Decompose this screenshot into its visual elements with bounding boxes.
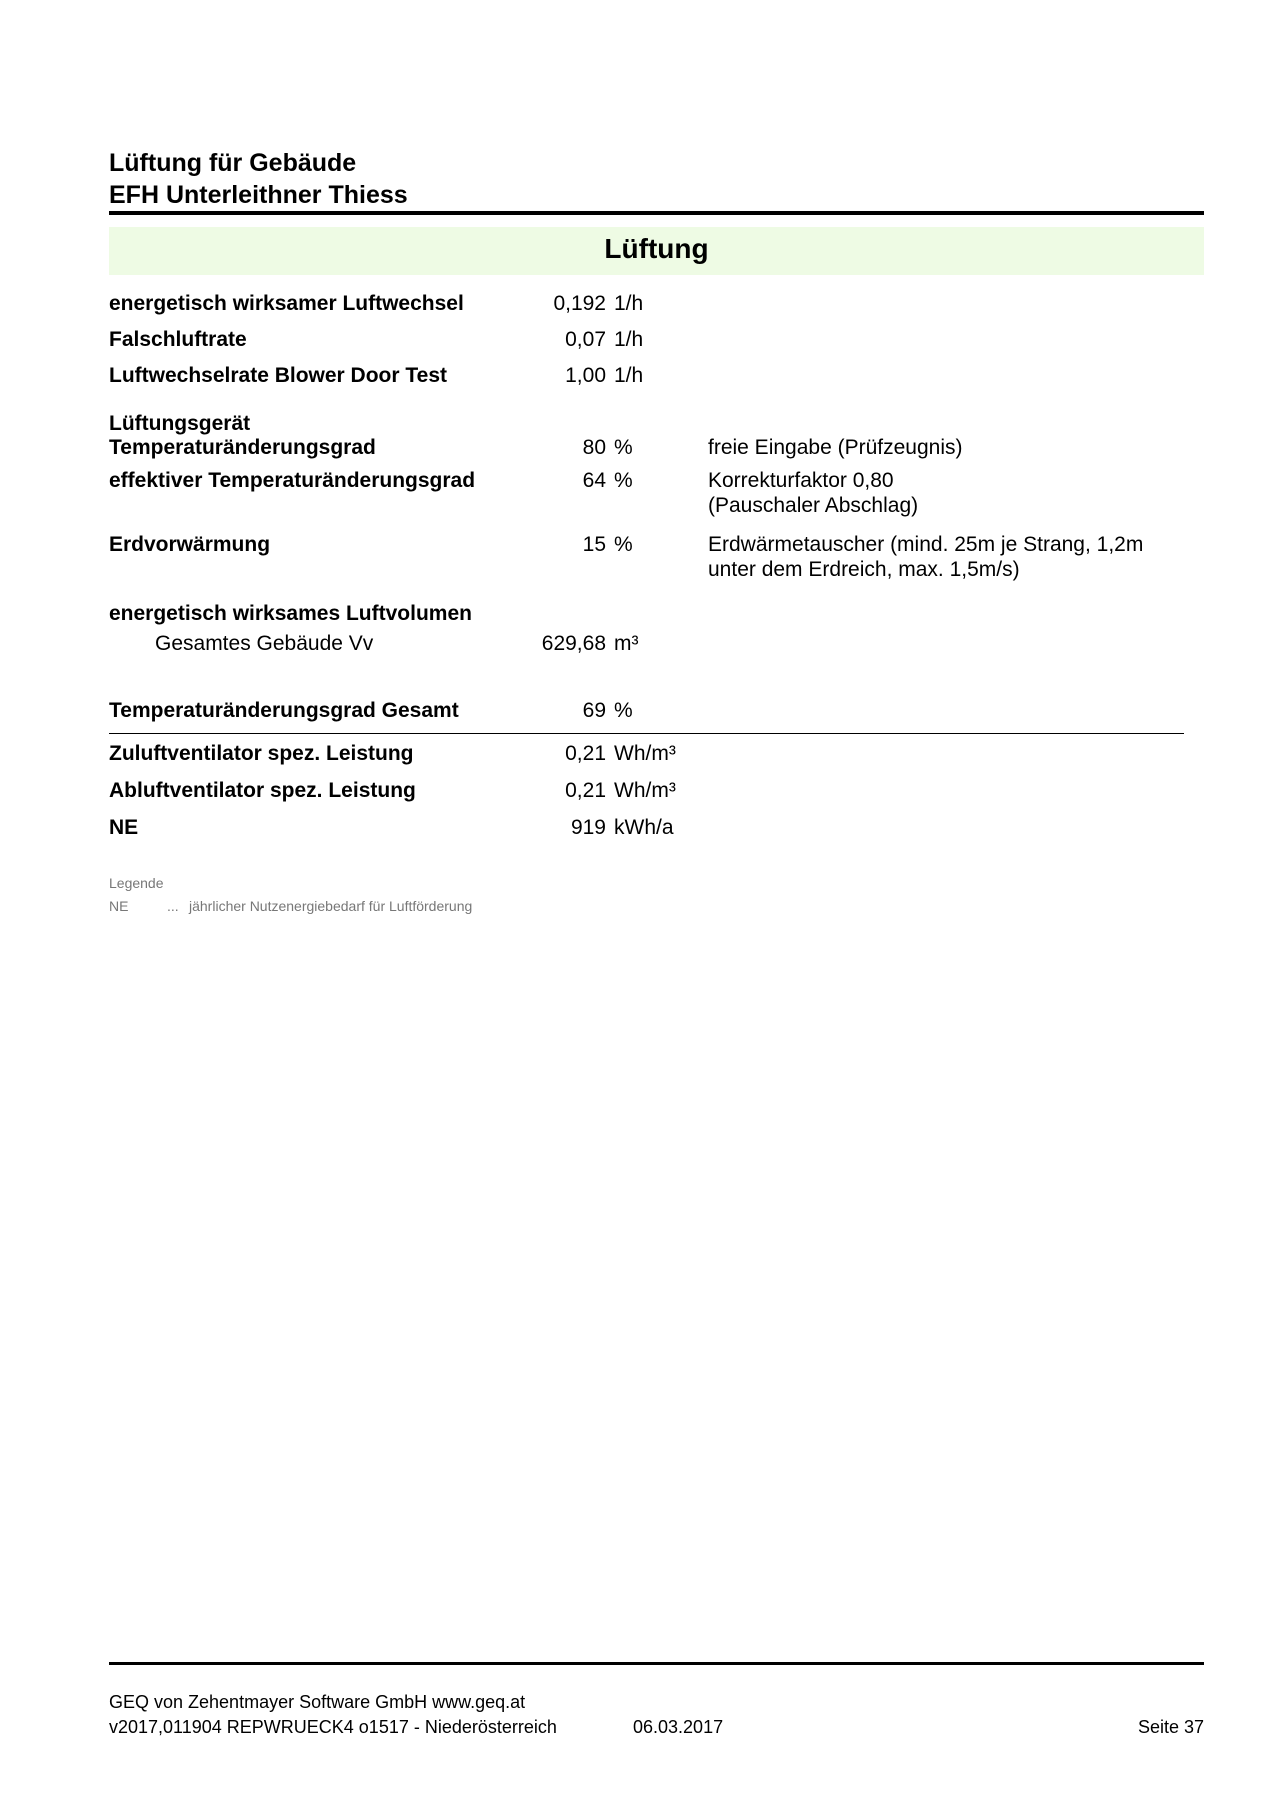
unit-blowerdoor: 1/h (614, 364, 644, 387)
label-falschluft: Falschluftrate (109, 328, 247, 351)
label-blowerdoor: Luftwechselrate Blower Door Test (109, 364, 448, 387)
note-eff-temp-grad-line1: Korrekturfaktor 0,80 (708, 469, 894, 492)
value-temp-gesamt: 69 (582, 699, 606, 722)
unit-abluft: Wh/m³ (614, 779, 676, 802)
section-title: Lüftung (604, 233, 709, 264)
unit-eff-temp-grad: % (614, 469, 633, 492)
value-ne: 919 (570, 816, 606, 839)
label-ne: NE (109, 816, 139, 839)
value-temp-grad: 80 (582, 436, 606, 459)
label-eff-temp-grad: effektiver Temperaturänderungsgrad (109, 469, 476, 492)
footer-date: 06.03.2017 (633, 1717, 724, 1737)
label-luftwechsel: energetisch wirksamer Luftwechsel (109, 292, 464, 315)
unit-falschluft: 1/h (614, 328, 644, 351)
value-zuluft: 0,21 (565, 742, 606, 765)
unit-temp-grad: % (614, 436, 633, 459)
label-erdvorwaermung: Erdvorwärmung (109, 533, 271, 556)
note-eff-temp-grad-line2: (Pauschaler Abschlag) (708, 494, 919, 517)
footer-version: v2017,011904 REPWRUECK4 o1517 - Niederösterreich (109, 1717, 557, 1737)
label-gebaeude-vv: Gesamtes Gebäude Vv (155, 632, 374, 655)
unit-temp-gesamt: % (614, 699, 633, 722)
note-erdvorwaermung-line2: unter dem Erdreich, max. 1,5m/s) (708, 558, 1020, 581)
unit-zuluft: Wh/m³ (614, 742, 676, 765)
note-temp-grad: freie Eingabe (Prüfzeugnis) (708, 436, 963, 459)
project-name: EFH Unterleithner Thiess (109, 181, 408, 209)
footer-divider (109, 1662, 1204, 1665)
value-gebaeude-vv: 629,68 (541, 632, 606, 655)
heading-luftvolumen: energetisch wirksames Luftvolumen (109, 602, 472, 625)
value-erdvorwaermung: 15 (582, 533, 606, 556)
value-blowerdoor: 1,00 (565, 364, 606, 387)
header-divider (109, 211, 1204, 215)
unit-luftwechsel: 1/h (614, 292, 644, 315)
note-erdvorwaermung-line1: Erdwärmetauscher (mind. 25m je Strang, 1,2m (708, 533, 1144, 556)
label-temp-grad: Temperaturänderungsgrad (109, 436, 376, 459)
value-falschluft: 0,07 (565, 328, 606, 351)
legend-abbr: NE (109, 898, 129, 914)
document-title: Lüftung für Gebäude (109, 149, 357, 177)
footer-company: GEQ von Zehentmayer Software GmbH www.geq.at (109, 1692, 526, 1712)
value-abluft: 0,21 (565, 779, 606, 802)
heading-lueftungsgeraet: Lüftungsgerät (109, 412, 251, 435)
unit-gebaeude-vv: m³ (614, 632, 639, 655)
unit-ne: kWh/a (614, 816, 674, 839)
label-temp-gesamt: Temperaturänderungsgrad Gesamt (109, 699, 459, 722)
footer-page-number: Seite 37 (1137, 1717, 1204, 1737)
unit-erdvorwaermung: % (614, 533, 633, 556)
legend-title: Legende (109, 875, 164, 891)
legend-entry (109, 897, 472, 915)
value-luftwechsel: 0,192 (553, 292, 606, 315)
label-zuluft: Zuluftventilator spez. Leistung (109, 742, 414, 765)
document-header (109, 147, 1204, 211)
summary-divider (109, 733, 1184, 734)
section-band (109, 227, 1204, 275)
label-abluft: Abluftventilator spez. Leistung (109, 779, 416, 802)
legend-text: jährlicher Nutzenergiebedarf für Luftförderung (189, 898, 473, 914)
legend-dots: ... (167, 898, 179, 914)
value-eff-temp-grad: 64 (582, 469, 606, 492)
